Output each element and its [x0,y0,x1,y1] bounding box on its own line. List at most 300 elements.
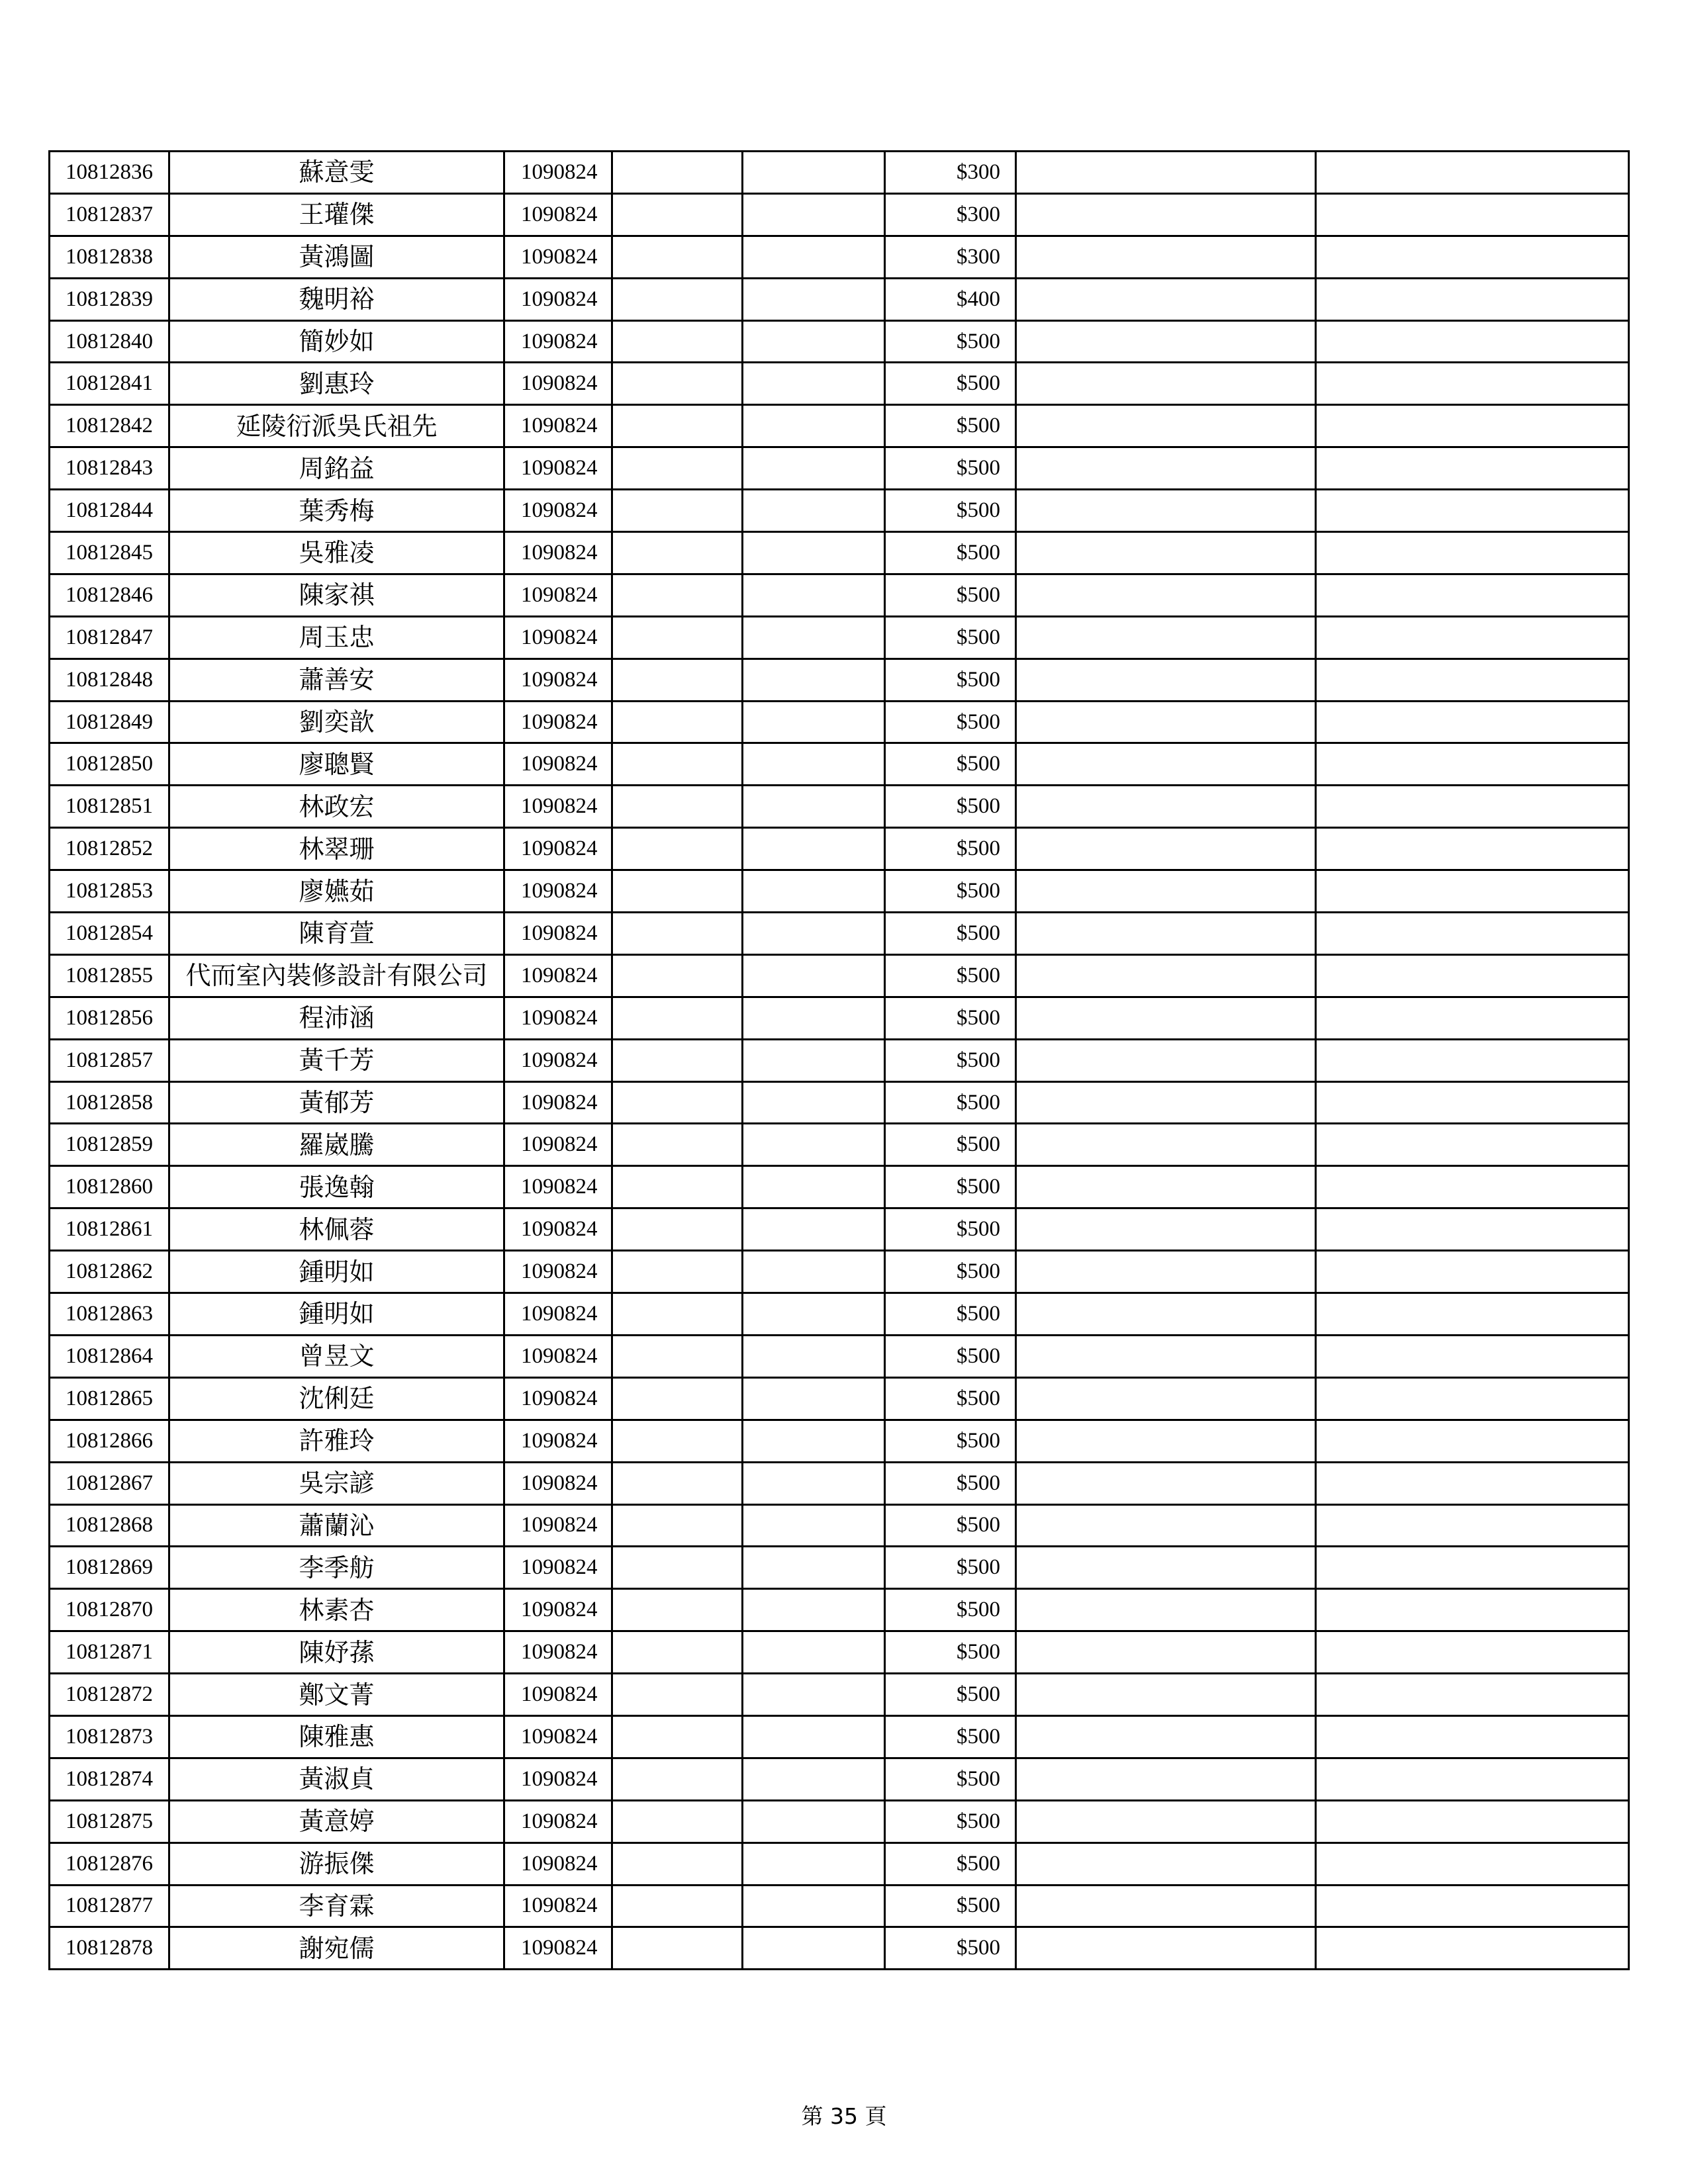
blank-cell [743,574,885,616]
blank-cell [743,236,885,278]
blank-cell [1316,152,1629,194]
blank-cell [1016,152,1316,194]
amount-cell: $500 [885,1885,1016,1927]
blank-cell [1316,1335,1629,1377]
blank-cell [612,1547,743,1589]
blank-cell [612,152,743,194]
blank-cell [1016,954,1316,997]
blank-cell [1016,278,1316,320]
table-row [50,1927,1629,1970]
blank-cell [1316,1377,1629,1420]
blank-cell [1316,405,1629,447]
receipt-number-cell: 10812838 [50,236,169,278]
date-cell: 1090824 [504,574,612,616]
blank-cell [1016,1547,1316,1589]
table-row [50,278,1629,320]
date-cell: 1090824 [504,913,612,955]
receipt-number-cell: 10812837 [50,193,169,236]
blank-cell [743,532,885,574]
blank-cell [1016,1293,1316,1336]
table-row [50,1800,1629,1843]
amount-cell: $500 [885,1208,1016,1251]
donor-name-cell: 林佩蓉 [169,1208,504,1251]
receipt-number-cell: 10812857 [50,1039,169,1081]
blank-cell [612,490,743,532]
blank-cell [612,954,743,997]
donor-name-cell: 吳雅凌 [169,532,504,574]
blank-cell [1316,1124,1629,1166]
receipt-number-cell: 10812876 [50,1843,169,1885]
receipt-number-cell: 10812846 [50,574,169,616]
amount-cell: $500 [885,743,1016,786]
date-cell: 1090824 [504,1589,612,1631]
blank-cell [1016,1208,1316,1251]
blank-cell [743,954,885,997]
amount-cell: $500 [885,1715,1016,1758]
receipt-number-cell: 10812836 [50,152,169,194]
blank-cell [1016,1589,1316,1631]
blank-cell [1016,828,1316,870]
blank-cell [1016,1166,1316,1208]
receipt-number-cell: 10812875 [50,1800,169,1843]
blank-cell [612,1462,743,1504]
donor-name-cell: 黃鴻圖 [169,236,504,278]
table-row [50,659,1629,701]
receipt-number-cell: 10812874 [50,1758,169,1800]
blank-cell [743,1462,885,1504]
donor-name-cell: 蘇意雯 [169,152,504,194]
amount-cell: $500 [885,447,1016,490]
donor-name-cell: 陳妤蓀 [169,1631,504,1674]
donor-name-cell: 程沛涵 [169,997,504,1039]
receipt-number-cell: 10812869 [50,1547,169,1589]
date-cell: 1090824 [504,870,612,913]
receipt-number-cell: 10812863 [50,1293,169,1336]
blank-cell [1316,490,1629,532]
blank-cell [612,1589,743,1631]
blank-cell [1016,1420,1316,1462]
donor-name-cell: 延陵衍派吳氏祖先 [169,405,504,447]
blank-cell [1316,1293,1629,1336]
date-cell: 1090824 [504,1927,612,1970]
blank-cell [1316,1715,1629,1758]
blank-cell [743,1124,885,1166]
blank-cell [743,786,885,828]
table-row [50,997,1629,1039]
table-row [50,1081,1629,1124]
date-cell: 1090824 [504,1293,612,1336]
blank-cell [1016,616,1316,659]
date-cell: 1090824 [504,1715,612,1758]
donor-name-cell: 黃千芳 [169,1039,504,1081]
table-row [50,152,1629,194]
blank-cell [1016,363,1316,405]
page-number: 第 35 頁 [801,2103,887,2129]
blank-cell [1316,447,1629,490]
receipt-number-cell: 10812871 [50,1631,169,1674]
table-row [50,1208,1629,1251]
donor-name-cell: 林翠珊 [169,828,504,870]
blank-cell [1016,1462,1316,1504]
blank-cell [612,1800,743,1843]
blank-cell [1016,405,1316,447]
blank-cell [743,1377,885,1420]
date-cell: 1090824 [504,1504,612,1547]
blank-cell [1316,1166,1629,1208]
blank-cell [743,193,885,236]
table-row [50,1420,1629,1462]
amount-cell: $300 [885,236,1016,278]
amount-cell: $500 [885,701,1016,743]
amount-cell: $500 [885,1124,1016,1166]
blank-cell [1316,1039,1629,1081]
blank-cell [1316,954,1629,997]
blank-cell [1316,997,1629,1039]
date-cell: 1090824 [504,1251,612,1293]
donor-name-cell: 張逸翰 [169,1166,504,1208]
date-cell: 1090824 [504,659,612,701]
table-row [50,574,1629,616]
date-cell: 1090824 [504,743,612,786]
amount-cell: $500 [885,1758,1016,1800]
amount-cell: $500 [885,870,1016,913]
amount-cell: $500 [885,1674,1016,1716]
table-row [50,828,1629,870]
date-cell: 1090824 [504,701,612,743]
blank-cell [1016,1715,1316,1758]
date-cell: 1090824 [504,1758,612,1800]
blank-cell [1016,1631,1316,1674]
blank-cell [743,1927,885,1970]
blank-cell [743,278,885,320]
blank-cell [612,193,743,236]
blank-cell [612,997,743,1039]
receipt-number-cell: 10812839 [50,278,169,320]
donor-name-cell: 廖嬿茹 [169,870,504,913]
blank-cell [612,870,743,913]
blank-cell [612,1124,743,1166]
blank-cell [743,447,885,490]
amount-cell: $500 [885,1843,1016,1885]
table-row [50,870,1629,913]
blank-cell [743,1081,885,1124]
blank-cell [743,870,885,913]
receipt-number-cell: 10812844 [50,490,169,532]
receipt-number-cell: 10812845 [50,532,169,574]
date-cell: 1090824 [504,1124,612,1166]
donor-name-cell: 李季舫 [169,1547,504,1589]
blank-cell [1316,1589,1629,1631]
table-row [50,1039,1629,1081]
date-cell: 1090824 [504,1462,612,1504]
blank-cell [1316,786,1629,828]
date-cell: 1090824 [504,532,612,574]
amount-cell: $500 [885,1800,1016,1843]
blank-cell [1316,1208,1629,1251]
blank-cell [743,659,885,701]
table-row [50,1377,1629,1420]
table-row [50,1293,1629,1336]
donor-name-cell: 鍾明如 [169,1251,504,1293]
amount-cell: $500 [885,490,1016,532]
amount-cell: $500 [885,1293,1016,1336]
blank-cell [612,1885,743,1927]
blank-cell [612,659,743,701]
blank-cell [1316,1462,1629,1504]
date-cell: 1090824 [504,320,612,363]
amount-cell: $500 [885,1251,1016,1293]
blank-cell [743,997,885,1039]
receipt-number-cell: 10812847 [50,616,169,659]
blank-cell [1316,1885,1629,1927]
donor-name-cell: 陳育萱 [169,913,504,955]
blank-cell [743,1674,885,1716]
receipt-number-cell: 10812841 [50,363,169,405]
donor-name-cell: 李育霖 [169,1885,504,1927]
blank-cell [612,1927,743,1970]
table-row [50,320,1629,363]
blank-cell [612,1293,743,1336]
blank-cell [612,532,743,574]
blank-cell [743,1631,885,1674]
blank-cell [1316,1504,1629,1547]
blank-cell [1316,870,1629,913]
blank-cell [1016,1124,1316,1166]
donation-ledger-table [48,150,1630,1970]
blank-cell [743,1251,885,1293]
receipt-number-cell: 10812850 [50,743,169,786]
amount-cell: $500 [885,616,1016,659]
blank-cell [1016,1081,1316,1124]
blank-cell [1316,1674,1629,1716]
receipt-number-cell: 10812860 [50,1166,169,1208]
donor-name-cell: 鍾明如 [169,1293,504,1336]
date-cell: 1090824 [504,363,612,405]
donor-name-cell: 葉秀梅 [169,490,504,532]
table-row [50,786,1629,828]
blank-cell [1316,1758,1629,1800]
blank-cell [1016,532,1316,574]
donor-name-cell: 黃淑貞 [169,1758,504,1800]
blank-cell [612,1166,743,1208]
blank-cell [612,1335,743,1377]
blank-cell [743,1208,885,1251]
receipt-number-cell: 10812853 [50,870,169,913]
blank-cell [1016,574,1316,616]
blank-cell [612,1081,743,1124]
donor-name-cell: 劉惠玲 [169,363,504,405]
blank-cell [1316,1631,1629,1674]
date-cell: 1090824 [504,1166,612,1208]
blank-cell [1316,1843,1629,1885]
blank-cell [743,1715,885,1758]
blank-cell [1316,1547,1629,1589]
receipt-number-cell: 10812862 [50,1251,169,1293]
receipt-number-cell: 10812866 [50,1420,169,1462]
blank-cell [1016,490,1316,532]
blank-cell [1016,236,1316,278]
blank-cell [1016,1885,1316,1927]
receipt-number-cell: 10812872 [50,1674,169,1716]
amount-cell: $500 [885,363,1016,405]
blank-cell [743,1166,885,1208]
blank-cell [612,616,743,659]
amount-cell: $500 [885,320,1016,363]
date-cell: 1090824 [504,1843,612,1885]
blank-cell [612,1039,743,1081]
date-cell: 1090824 [504,997,612,1039]
receipt-number-cell: 10812865 [50,1377,169,1420]
blank-cell [743,828,885,870]
blank-cell [612,1251,743,1293]
date-cell: 1090824 [504,1547,612,1589]
amount-cell: $500 [885,1377,1016,1420]
blank-cell [1016,1039,1316,1081]
donor-name-cell: 周銘益 [169,447,504,490]
table-row [50,1251,1629,1293]
blank-cell [612,1674,743,1716]
table-row [50,1462,1629,1504]
blank-cell [1016,1335,1316,1377]
date-cell: 1090824 [504,1335,612,1377]
receipt-number-cell: 10812859 [50,1124,169,1166]
table-row [50,743,1629,786]
blank-cell [1316,363,1629,405]
blank-cell [1016,1674,1316,1716]
receipt-number-cell: 10812843 [50,447,169,490]
blank-cell [1016,870,1316,913]
donor-name-cell: 沈俐廷 [169,1377,504,1420]
amount-cell: $500 [885,1927,1016,1970]
date-cell: 1090824 [504,490,612,532]
table-row [50,954,1629,997]
receipt-number-cell: 10812873 [50,1715,169,1758]
table-row [50,616,1629,659]
amount-cell: $500 [885,954,1016,997]
blank-cell [612,363,743,405]
receipt-number-cell: 10812861 [50,1208,169,1251]
blank-cell [743,363,885,405]
donor-name-cell: 黃郁芳 [169,1081,504,1124]
date-cell: 1090824 [504,1885,612,1927]
table-row [50,1589,1629,1631]
receipt-number-cell: 10812858 [50,1081,169,1124]
amount-cell: $500 [885,1504,1016,1547]
amount-cell: $500 [885,1420,1016,1462]
blank-cell [612,1504,743,1547]
blank-cell [612,278,743,320]
receipt-number-cell: 10812868 [50,1504,169,1547]
table-row [50,532,1629,574]
table-row [50,1885,1629,1927]
blank-cell [612,1758,743,1800]
amount-cell: $500 [885,997,1016,1039]
blank-cell [1016,1251,1316,1293]
blank-cell [1016,1377,1316,1420]
receipt-number-cell: 10812851 [50,786,169,828]
date-cell: 1090824 [504,278,612,320]
donor-name-cell: 吳宗諺 [169,1462,504,1504]
receipt-number-cell: 10812878 [50,1927,169,1970]
date-cell: 1090824 [504,236,612,278]
table-row [50,1758,1629,1800]
blank-cell [1016,743,1316,786]
blank-cell [743,616,885,659]
blank-cell [612,447,743,490]
table-row [50,490,1629,532]
donor-name-cell: 代而室內裝修設計有限公司 [169,954,504,997]
donor-name-cell: 廖聰賢 [169,743,504,786]
blank-cell [1316,1081,1629,1124]
amount-cell: $500 [885,786,1016,828]
table-row [50,1547,1629,1589]
blank-cell [1016,913,1316,955]
donor-name-cell: 林素杏 [169,1589,504,1631]
date-cell: 1090824 [504,954,612,997]
blank-cell [612,320,743,363]
blank-cell [743,1758,885,1800]
date-cell: 1090824 [504,1039,612,1081]
blank-cell [1016,1504,1316,1547]
table-row [50,1715,1629,1758]
blank-cell [1016,997,1316,1039]
blank-cell [612,236,743,278]
blank-cell [1316,236,1629,278]
date-cell: 1090824 [504,786,612,828]
blank-cell [612,1843,743,1885]
amount-cell: $500 [885,1335,1016,1377]
blank-cell [1316,193,1629,236]
date-cell: 1090824 [504,152,612,194]
table-row [50,405,1629,447]
blank-cell [743,1335,885,1377]
amount-cell: $300 [885,152,1016,194]
blank-cell [1316,320,1629,363]
receipt-number-cell: 10812848 [50,659,169,701]
blank-cell [1316,1420,1629,1462]
table-row [50,1166,1629,1208]
blank-cell [612,828,743,870]
blank-cell [612,1631,743,1674]
blank-cell [1016,701,1316,743]
blank-cell [1316,574,1629,616]
date-cell: 1090824 [504,1208,612,1251]
receipt-number-cell: 10812877 [50,1885,169,1927]
receipt-number-cell: 10812849 [50,701,169,743]
amount-cell: $500 [885,1081,1016,1124]
blank-cell [1016,1843,1316,1885]
amount-cell: $500 [885,405,1016,447]
date-cell: 1090824 [504,616,612,659]
blank-cell [1016,786,1316,828]
blank-cell [743,1547,885,1589]
amount-cell: $500 [885,1589,1016,1631]
donor-name-cell: 羅崴騰 [169,1124,504,1166]
receipt-number-cell: 10812840 [50,320,169,363]
date-cell: 1090824 [504,193,612,236]
amount-cell: $500 [885,659,1016,701]
donor-name-cell: 周玉忠 [169,616,504,659]
blank-cell [743,1293,885,1336]
receipt-number-cell: 10812870 [50,1589,169,1631]
donor-name-cell: 王瓘傑 [169,193,504,236]
blank-cell [743,743,885,786]
amount-cell: $500 [885,1462,1016,1504]
date-cell: 1090824 [504,1631,612,1674]
blank-cell [612,1420,743,1462]
date-cell: 1090824 [504,828,612,870]
donor-name-cell: 蕭蘭沁 [169,1504,504,1547]
